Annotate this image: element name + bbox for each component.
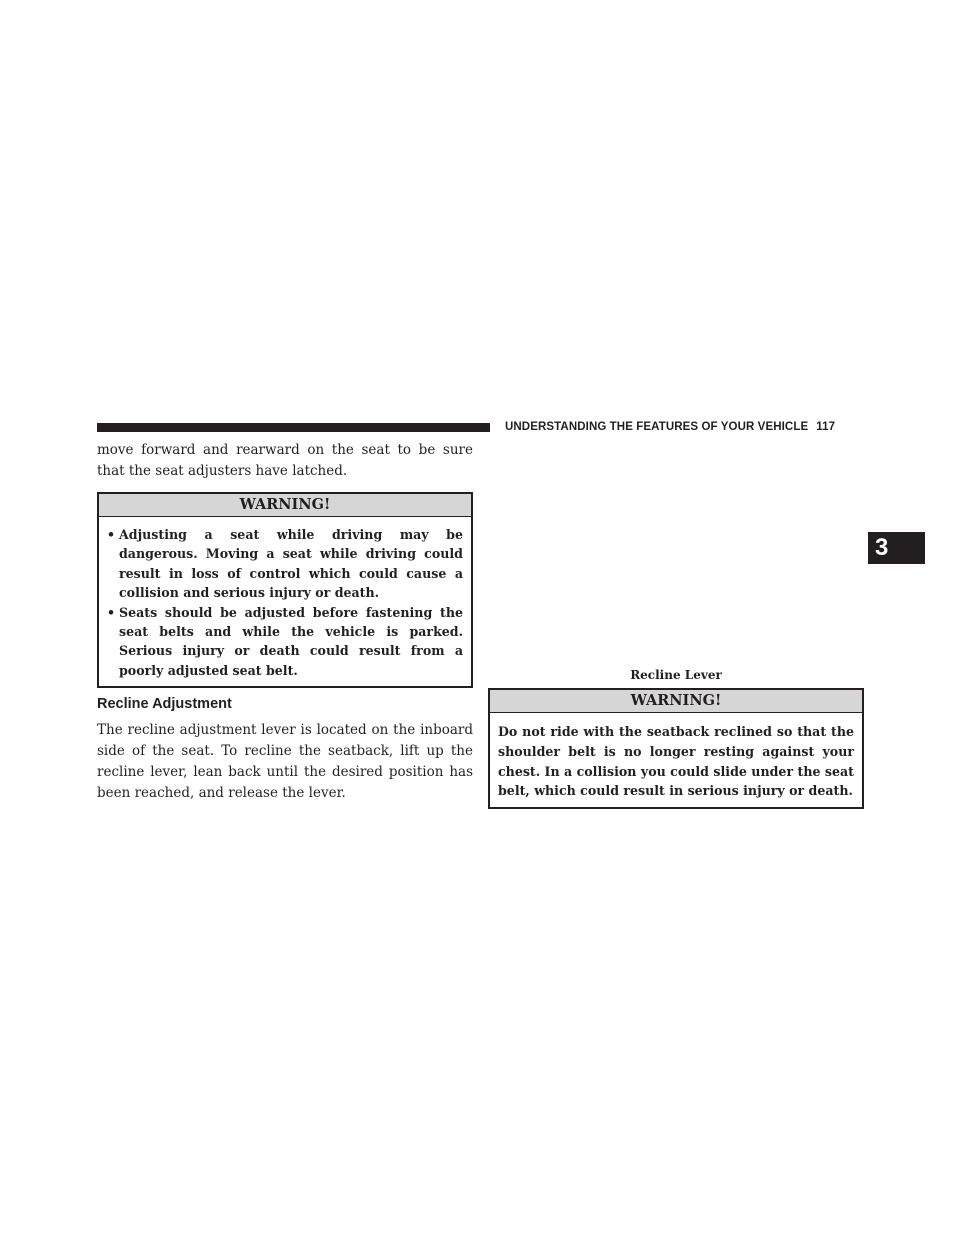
warning-box-seat-adjust (97, 492, 473, 688)
warning-item-text: Seats should be adjusted before fastening the seat belts and while the vehicle is parked. Serious injury or death could result from a poorly adjusted seat belt. (119, 604, 463, 678)
intro-paragraph: move forward and rearward on the seat to be sure that the seat adjusters have latched. (97, 442, 473, 479)
warning-list (99, 517, 471, 680)
warning-item-text: Adjusting a seat while driving may be dangerous. Moving a seat while driving could result in loss of control which could cause a collision and serious injury or death. (119, 527, 463, 601)
header-rule (97, 423, 490, 432)
chapter-tab: 3 (868, 532, 925, 564)
section-heading: Recline Adjustment (97, 696, 232, 712)
warning-text: Do not ride with the seatback reclined so that the shoulder belt is no longer resting against your chest. In a collision you could slide under the seat belt, which could result in serious injury or death. (498, 724, 854, 799)
bullet-icon: • (107, 604, 116, 620)
page-number: 117 (816, 421, 836, 433)
warning-title: WARNING! (99, 494, 471, 517)
recline-paragraph: The recline adjustment lever is located on the inboard side of the seat. To recline the seatback, lift up the recline lever, lean back until the desired position has been reached, and release the lever. (97, 722, 473, 801)
figure-caption: Recline Lever (630, 668, 722, 682)
running-header (505, 419, 835, 435)
warning-list-item (107, 603, 463, 681)
section-title: UNDERSTANDING THE FEATURES OF YOUR VEHICLE (505, 421, 809, 433)
bullet-icon: • (107, 527, 116, 542)
warning-title: WARNING! (490, 690, 862, 713)
warning-list-item (107, 525, 463, 603)
warning-box-recline (488, 688, 864, 809)
